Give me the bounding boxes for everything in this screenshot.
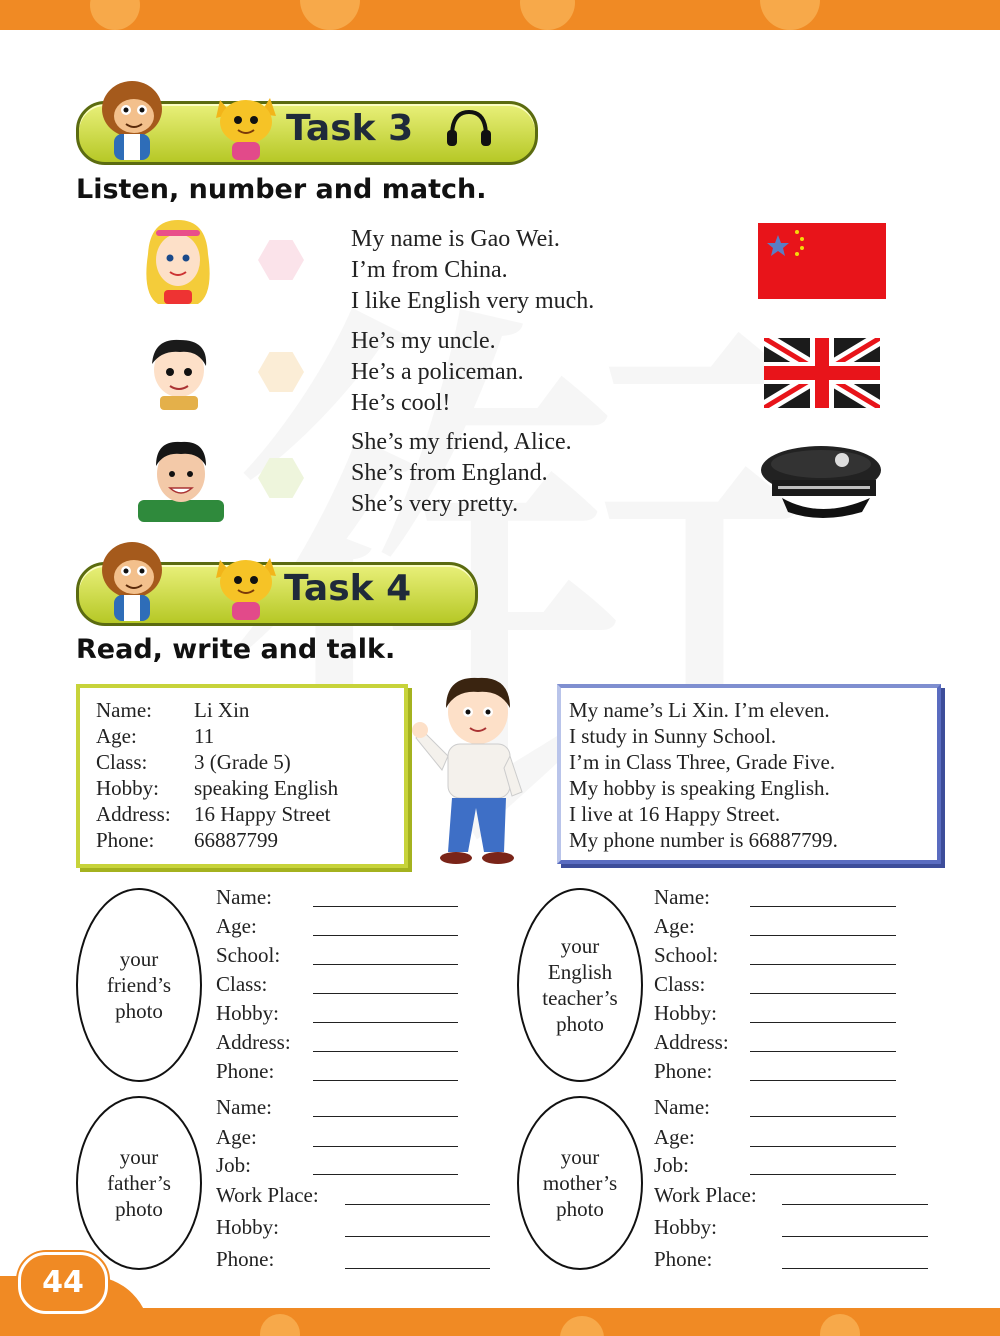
photo-caption: your bbox=[560, 1145, 600, 1169]
bio-line: I live at 16 Happy Street. bbox=[569, 802, 781, 826]
field-label: School: bbox=[654, 943, 719, 967]
bio-card bbox=[557, 684, 941, 864]
profile-value: 16 Happy Street bbox=[194, 802, 331, 826]
monkey-mascot-icon bbox=[92, 535, 202, 630]
field-label: Age: bbox=[654, 1125, 695, 1149]
sentence-group-1 bbox=[351, 224, 594, 317]
mother-photo-oval[interactable] bbox=[517, 1096, 643, 1270]
field-label: Job: bbox=[216, 1153, 252, 1177]
photo-caption: your bbox=[560, 934, 600, 958]
field-label: Hobby: bbox=[216, 1215, 279, 1239]
friend-class-line[interactable] bbox=[313, 993, 458, 994]
father-job-line[interactable] bbox=[313, 1174, 458, 1175]
sentence-line: He’s cool! bbox=[351, 390, 451, 416]
sentence-line: She’s from England. bbox=[351, 460, 548, 486]
photo-caption: teacher’s bbox=[542, 986, 618, 1010]
field-label: Age: bbox=[216, 1125, 257, 1149]
task4-instruction: Read, write and talk. bbox=[76, 634, 396, 665]
profile-key: Hobby: bbox=[96, 776, 159, 800]
bio-line: My hobby is speaking English. bbox=[569, 776, 830, 800]
task4-title: Task 4 bbox=[284, 568, 412, 609]
photo-caption: photo bbox=[115, 1197, 163, 1221]
sentence-line: I’m from China. bbox=[351, 257, 508, 283]
li-xin-boy-icon bbox=[412, 672, 542, 873]
profile-value: speaking English bbox=[194, 776, 339, 800]
friend-hobby-line[interactable] bbox=[313, 1022, 458, 1023]
task3-instruction: Listen, number and match. bbox=[76, 174, 487, 205]
friend-photo-oval[interactable] bbox=[76, 888, 202, 1082]
uk-flag-icon bbox=[764, 338, 880, 413]
friend-school-line[interactable] bbox=[313, 964, 458, 965]
field-label: Name: bbox=[654, 1095, 710, 1119]
field-label: Name: bbox=[216, 1095, 272, 1119]
field-label: Age: bbox=[654, 914, 695, 938]
monkey-mascot-icon bbox=[92, 74, 202, 169]
profile-key: Age: bbox=[96, 724, 137, 748]
field-label: Phone: bbox=[216, 1059, 275, 1083]
sentence-line: I like English very much. bbox=[351, 288, 595, 314]
mother-name-line[interactable] bbox=[750, 1116, 896, 1117]
father-hobby-line[interactable] bbox=[345, 1236, 490, 1237]
mother-hobby-line[interactable] bbox=[782, 1236, 928, 1237]
page-number: 44 bbox=[18, 1252, 108, 1314]
profile-key: Address: bbox=[96, 802, 171, 826]
field-label: Age: bbox=[216, 914, 257, 938]
field-label: Phone: bbox=[654, 1059, 713, 1083]
mother-phone-line[interactable] bbox=[782, 1268, 928, 1269]
teacher-age-line[interactable] bbox=[750, 935, 896, 936]
field-label: School: bbox=[216, 943, 281, 967]
father-workplace-line[interactable] bbox=[345, 1204, 490, 1205]
sentence-group-2 bbox=[351, 326, 524, 419]
field-label: Address: bbox=[654, 1030, 729, 1054]
photo-caption: father’s bbox=[107, 1171, 171, 1195]
mother-job-line[interactable] bbox=[750, 1174, 896, 1175]
profile-row bbox=[96, 750, 291, 775]
profile-key: Name: bbox=[96, 698, 152, 722]
sentence-line: He’s a policeman. bbox=[351, 359, 524, 385]
teacher-school-line[interactable] bbox=[750, 964, 896, 965]
mother-workplace-line[interactable] bbox=[782, 1204, 928, 1205]
photo-caption: photo bbox=[556, 1197, 604, 1221]
profile-key: Phone: bbox=[96, 828, 155, 852]
task3-title: Task 3 bbox=[286, 108, 414, 149]
profile-card bbox=[76, 684, 408, 868]
field-label: Work Place: bbox=[216, 1183, 319, 1207]
bio-line: My phone number is 66887799. bbox=[569, 828, 838, 852]
teacher-phone-line[interactable] bbox=[750, 1080, 896, 1081]
father-name-line[interactable] bbox=[313, 1116, 458, 1117]
field-label: Work Place: bbox=[654, 1183, 757, 1207]
field-label: Hobby: bbox=[216, 1001, 279, 1025]
friend-address-line[interactable] bbox=[313, 1051, 458, 1052]
photo-caption: friend’s bbox=[106, 973, 172, 997]
cat-mascot-icon bbox=[210, 552, 285, 627]
field-label: Phone: bbox=[216, 1247, 275, 1271]
photo-caption: photo bbox=[115, 999, 163, 1023]
father-photo-oval[interactable] bbox=[76, 1096, 202, 1270]
profile-row bbox=[96, 776, 338, 801]
sentence-line: She’s my friend, Alice. bbox=[351, 429, 572, 455]
teacher-address-line[interactable] bbox=[750, 1051, 896, 1052]
profile-row bbox=[96, 724, 214, 749]
field-label: Class: bbox=[216, 972, 268, 996]
sentence-line: She’s very pretty. bbox=[351, 491, 519, 517]
profile-key: Class: bbox=[96, 750, 148, 774]
profile-value: Li Xin bbox=[194, 698, 250, 722]
headphones-icon bbox=[444, 108, 494, 153]
field-label: Class: bbox=[654, 972, 706, 996]
bottom-decor-band bbox=[0, 1308, 1000, 1336]
teacher-class-line[interactable] bbox=[750, 993, 896, 994]
profile-value: 3 (Grade 5) bbox=[194, 750, 291, 774]
china-flag-icon bbox=[758, 223, 886, 304]
friend-name-line[interactable] bbox=[313, 906, 458, 907]
field-label: Name: bbox=[654, 885, 710, 909]
field-label: Address: bbox=[216, 1030, 291, 1054]
cat-mascot-icon bbox=[210, 92, 285, 167]
bio-line: I’m in Class Three, Grade Five. bbox=[569, 750, 836, 774]
father-phone-line[interactable] bbox=[345, 1268, 490, 1269]
man-face-icon bbox=[138, 436, 224, 527]
photo-caption: your bbox=[119, 947, 159, 971]
top-decor-band bbox=[0, 0, 1000, 30]
field-label: Hobby: bbox=[654, 1001, 717, 1025]
bio-line: My name’s Li Xin. I’m eleven. bbox=[569, 698, 830, 722]
father-age-line[interactable] bbox=[313, 1146, 458, 1147]
teacher-photo-oval[interactable] bbox=[517, 888, 643, 1082]
profile-value: 66887799 bbox=[194, 828, 278, 852]
field-label: Name: bbox=[216, 885, 272, 909]
profile-row bbox=[96, 802, 330, 827]
photo-caption: mother’s bbox=[542, 1171, 618, 1195]
sentence-line: He’s my uncle. bbox=[351, 328, 496, 354]
teacher-name-line[interactable] bbox=[750, 906, 896, 907]
profile-row bbox=[96, 828, 278, 853]
field-label: Hobby: bbox=[654, 1215, 717, 1239]
friend-phone-line[interactable] bbox=[313, 1080, 458, 1081]
friend-age-line[interactable] bbox=[313, 935, 458, 936]
sentence-group-3 bbox=[351, 427, 572, 520]
photo-caption: English bbox=[547, 960, 613, 984]
bio-line: I study in Sunny School. bbox=[569, 724, 777, 748]
boy-face-icon bbox=[142, 334, 216, 415]
field-label: Phone: bbox=[654, 1247, 713, 1271]
girl-face-icon bbox=[138, 214, 218, 311]
page-number-badge bbox=[18, 1252, 108, 1312]
teacher-hobby-line[interactable] bbox=[750, 1022, 896, 1023]
profile-row bbox=[96, 698, 249, 723]
mother-age-line[interactable] bbox=[750, 1146, 896, 1147]
photo-caption: photo bbox=[556, 1012, 604, 1036]
photo-caption: your bbox=[119, 1145, 159, 1169]
police-cap-icon bbox=[758, 440, 884, 525]
profile-value: 11 bbox=[194, 724, 215, 748]
field-label: Job: bbox=[654, 1153, 690, 1177]
sentence-line: My name is Gao Wei. bbox=[351, 226, 560, 252]
